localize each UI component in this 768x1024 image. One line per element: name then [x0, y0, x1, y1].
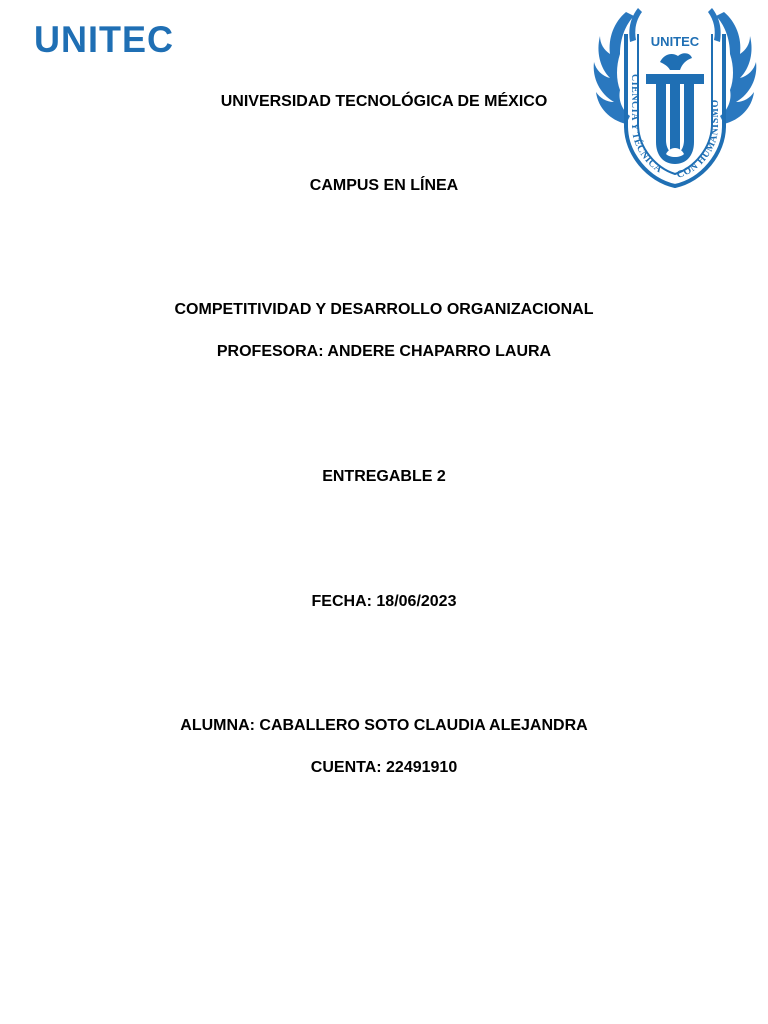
assignment-title: ENTREGABLE 2 — [322, 468, 446, 485]
course-name: COMPETITIVIDAD Y DESARROLLO ORGANIZACIONAL — [174, 301, 594, 318]
account-number: CUENTA: 22491910 — [310, 759, 458, 776]
university-name: UNIVERSIDAD TECNOLÓGICA DE MÉXICO — [220, 93, 548, 110]
professor-name: PROFESORA: ANDERE CHAPARRO LAURA — [216, 343, 552, 360]
submission-date: FECHA: 18/06/2023 — [311, 593, 457, 610]
seal-ring-text-right: CON HUMANISMO — [675, 99, 722, 181]
student-name: ALUMNA: CABALLERO SOTO CLAUDIA ALEJANDRA — [180, 717, 588, 734]
unitec-wordmark-logo: UNITEC — [34, 18, 174, 61]
seal-ring-text-left: CIENCIA Y TÉCNICA — [628, 74, 665, 176]
campus-name: CAMPUS EN LÍNEA — [309, 177, 459, 194]
seal-top-text: UNITEC — [650, 34, 700, 49]
